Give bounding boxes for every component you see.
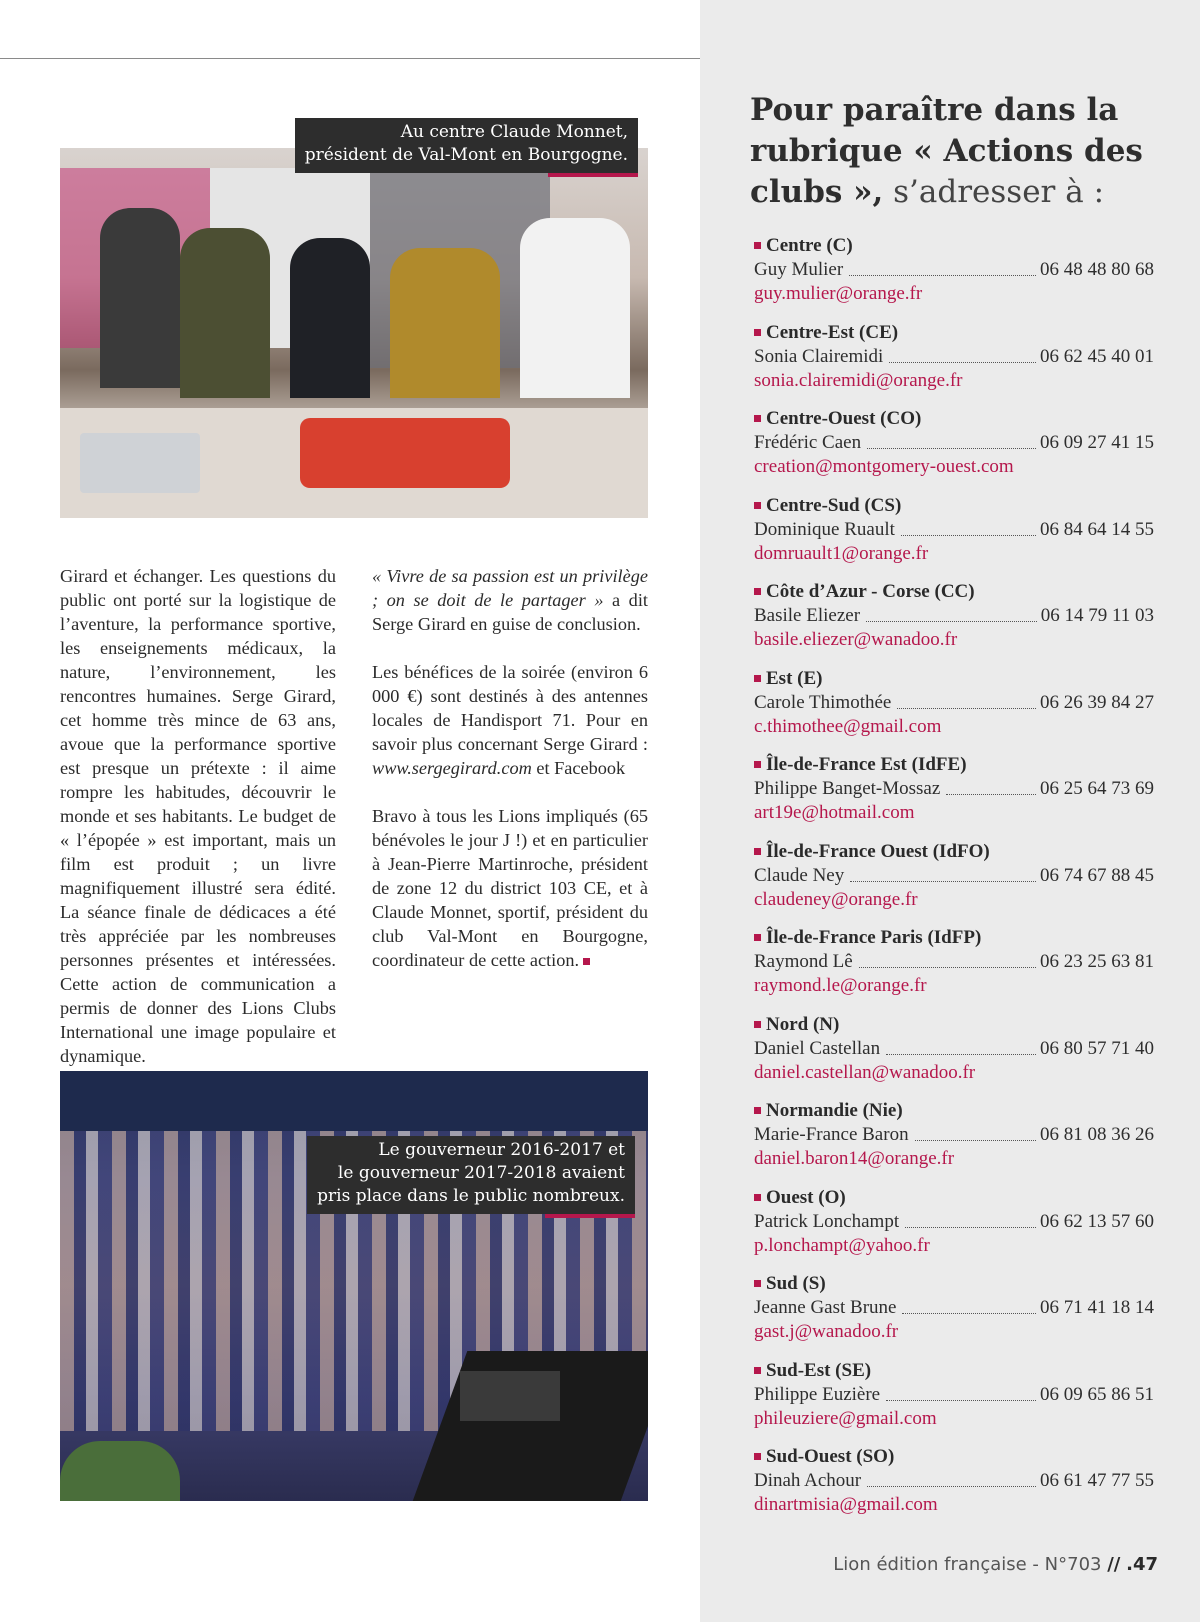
contact-phone[interactable]: 06 23 25 63 81 bbox=[1040, 951, 1154, 972]
region-label: Sud-Est (SE) bbox=[766, 1359, 872, 1381]
contact-line bbox=[754, 1383, 1154, 1407]
contact-entry bbox=[754, 926, 1154, 1013]
contact-email[interactable]: p.lonchampt@yahoo.fr bbox=[754, 1234, 930, 1256]
contact-name: Dinah Achour bbox=[754, 1470, 862, 1491]
dot-leader bbox=[889, 361, 1036, 363]
contact-phone[interactable]: 06 09 27 41 15 bbox=[1040, 432, 1154, 453]
contact-region bbox=[754, 407, 1154, 431]
sidebar-title-light: s’adresser à : bbox=[893, 174, 1105, 210]
contact-phone[interactable]: 06 71 41 18 14 bbox=[1040, 1297, 1154, 1318]
dot-leader bbox=[886, 1399, 1036, 1401]
contact-region bbox=[754, 1186, 1154, 1210]
contact-email[interactable]: daniel.castellan@wanadoo.fr bbox=[754, 1061, 976, 1083]
contact-entry bbox=[754, 1359, 1154, 1446]
contact-name: Dominique Ruault bbox=[754, 518, 895, 540]
bullet-square-icon bbox=[754, 1194, 761, 1201]
contact-email[interactable]: c.thimothee@gmail.com bbox=[754, 715, 942, 737]
region-label: Île-de-France Paris (IdFP) bbox=[766, 927, 982, 948]
dot-leader bbox=[897, 707, 1036, 709]
contact-entry bbox=[754, 580, 1154, 667]
contact-line bbox=[754, 258, 1154, 282]
contact-email[interactable]: phileuziere@gmail.com bbox=[754, 1407, 937, 1429]
dot-leader bbox=[905, 1226, 1036, 1228]
bullet-square-icon bbox=[754, 848, 761, 855]
contact-entry bbox=[754, 1445, 1154, 1532]
contacts-list bbox=[754, 234, 1154, 1532]
contact-entry bbox=[754, 1272, 1154, 1359]
bullet-square-icon bbox=[754, 502, 761, 509]
contact-name: Marie-France Baron bbox=[754, 1124, 909, 1145]
caption-line: Au centre Claude Monnet, bbox=[400, 122, 628, 142]
caption-accent-bar bbox=[545, 1214, 635, 1218]
contact-phone[interactable]: 06 25 64 73 69 bbox=[1040, 778, 1154, 799]
bullet-square-icon bbox=[754, 588, 761, 595]
region-label: Centre (C) bbox=[766, 235, 853, 256]
article-text: Bravo à tous les Lions impliqués (65 bénévoles le jour J !) et en particulier à Jean-Pierre Martinroche, président de zone 12 du district 103 CE, et à Claude Monnet, sportif, président du club Val-Mont en Bourgogne, coordinateur de cette action. bbox=[372, 806, 648, 970]
contact-name: Jeanne Gast Brune bbox=[754, 1297, 897, 1318]
footer-separator: // bbox=[1107, 1554, 1121, 1575]
caption-line: le gouverneur 2017-2018 avaient bbox=[337, 1163, 625, 1183]
contact-line bbox=[754, 950, 1154, 974]
contact-region bbox=[754, 926, 1154, 950]
contact-name: Patrick Lonchampt bbox=[754, 1210, 900, 1232]
contact-phone[interactable]: 06 81 08 36 26 bbox=[1040, 1124, 1154, 1145]
bullet-square-icon bbox=[754, 675, 761, 682]
contact-region bbox=[754, 234, 1154, 258]
contact-name: Daniel Castellan bbox=[754, 1037, 881, 1059]
top-rule bbox=[0, 58, 700, 59]
region-label: Côte d’Azur - Corse (CC) bbox=[766, 581, 975, 602]
event-photo-stage bbox=[60, 148, 648, 518]
contact-line bbox=[754, 1123, 1154, 1147]
publication-name: Lion édition française - N°703 bbox=[833, 1554, 1102, 1575]
contact-region bbox=[754, 753, 1154, 777]
contact-name: Raymond Lê bbox=[754, 951, 853, 972]
page-number: .47 bbox=[1126, 1554, 1158, 1575]
contact-entry bbox=[754, 494, 1154, 581]
region-label: Île-de-France Est (IdFE) bbox=[766, 754, 967, 775]
bullet-square-icon bbox=[754, 1021, 761, 1028]
website-link[interactable]: www.sergegirard.com bbox=[372, 758, 532, 778]
caption-line: président de Val-Mont en Bourgogne. bbox=[304, 145, 628, 165]
contact-entry bbox=[754, 1013, 1154, 1100]
article-paragraph: Girard et échanger. Les questions du public ont porté sur la logistique de l’aventure, la performance sportive, les enseignements médicaux, la nature, l’environnement, les rencontres humaines. Serge Girard, cet homme très mince de 63 ans, avoue que la performance sportive est presque un prétexte : il aime rompre les habitudes, découvrir le monde et ses habitants. Le budget de « l’épopée » est important, mais un film est produit ; un livre magnifiquement illustré sera édité. La séance finale de dédicaces a été très appréciée par les nombreuses personnes présentes et intéressées. Cette action de communication a permis de donner des Lions Clubs International une image populaire et dynamique. bbox=[60, 566, 336, 1066]
contact-name: Guy Mulier bbox=[754, 259, 844, 280]
contact-region bbox=[754, 667, 1154, 691]
dot-leader bbox=[902, 1312, 1036, 1314]
contact-email[interactable]: daniel.baron14@orange.fr bbox=[754, 1148, 955, 1169]
contact-email[interactable]: art19e@hotmail.com bbox=[754, 802, 915, 823]
contact-region bbox=[754, 1445, 1154, 1469]
contact-entry bbox=[754, 1099, 1154, 1186]
contact-email[interactable]: creation@montgomery-ouest.com bbox=[754, 456, 1014, 477]
article-text: et Facebook bbox=[531, 758, 626, 778]
contact-name: Claude Ney bbox=[754, 864, 845, 886]
contact-line bbox=[754, 1210, 1154, 1234]
contact-region bbox=[754, 1013, 1154, 1037]
bullet-square-icon bbox=[754, 934, 761, 941]
contact-phone[interactable]: 06 62 45 40 01 bbox=[1040, 345, 1154, 367]
contact-email[interactable]: sonia.clairemidi@orange.fr bbox=[754, 369, 963, 391]
region-label: Centre-Ouest (CO) bbox=[766, 408, 922, 429]
contact-region bbox=[754, 1359, 1154, 1383]
contact-name: Basile Eliezer bbox=[754, 605, 861, 626]
contact-email[interactable]: basile.eliezer@wanadoo.fr bbox=[754, 629, 958, 650]
dot-leader bbox=[849, 274, 1036, 276]
contact-line bbox=[754, 1037, 1154, 1061]
contact-region bbox=[754, 840, 1154, 864]
bullet-square-icon bbox=[754, 1280, 761, 1287]
bullet-square-icon bbox=[754, 761, 761, 768]
quote-attribution: a dit Serge Girard en guise de conclusion. bbox=[372, 590, 648, 634]
dot-leader bbox=[859, 966, 1036, 968]
dot-leader bbox=[850, 880, 1036, 882]
region-label: Nord (N) bbox=[766, 1013, 840, 1035]
contact-line bbox=[754, 691, 1154, 715]
region-label: Île-de-France Ouest (IdFO) bbox=[766, 840, 990, 862]
dot-leader bbox=[886, 1053, 1036, 1055]
photo-caption-bottom bbox=[307, 1136, 635, 1214]
bullet-square-icon bbox=[754, 1453, 761, 1460]
contact-entry bbox=[754, 1186, 1154, 1273]
contact-email[interactable]: gast.j@wanadoo.fr bbox=[754, 1321, 899, 1342]
contact-phone[interactable]: 06 14 79 11 03 bbox=[1040, 605, 1154, 626]
contact-line bbox=[754, 431, 1154, 455]
bullet-square-icon bbox=[754, 242, 761, 249]
contact-line bbox=[754, 1296, 1154, 1320]
bullet-square-icon bbox=[754, 329, 761, 336]
contact-phone[interactable]: 06 48 48 80 68 bbox=[1040, 259, 1154, 280]
contact-email[interactable]: guy.mulier@orange.fr bbox=[754, 283, 923, 304]
page-footer bbox=[833, 1554, 1158, 1575]
region-label: Normandie (Nie) bbox=[766, 1100, 903, 1121]
contact-email[interactable]: claudeney@orange.fr bbox=[754, 888, 918, 910]
region-label: Centre-Est (CE) bbox=[766, 321, 899, 343]
dot-leader bbox=[866, 620, 1037, 622]
region-label: Centre-Sud (CS) bbox=[766, 494, 902, 516]
contact-line bbox=[754, 864, 1154, 888]
caption-accent-bar bbox=[548, 173, 638, 177]
contact-line bbox=[754, 345, 1154, 369]
contact-name: Frédéric Caen bbox=[754, 432, 862, 453]
contact-line bbox=[754, 518, 1154, 542]
contact-entry bbox=[754, 234, 1154, 321]
article-paragraph bbox=[372, 660, 648, 780]
region-label: Est (E) bbox=[766, 667, 823, 689]
dot-leader bbox=[867, 447, 1036, 449]
contact-email[interactable]: dinartmisia@gmail.com bbox=[754, 1494, 938, 1515]
contact-phone[interactable]: 06 26 39 84 27 bbox=[1040, 691, 1154, 713]
article-column-2 bbox=[372, 564, 648, 996]
contact-region bbox=[754, 1272, 1154, 1296]
contact-region bbox=[754, 321, 1154, 345]
sidebar-title-bold: Pour paraître dans la rubrique « Actions des clubs », bbox=[750, 92, 1143, 210]
contact-entry bbox=[754, 321, 1154, 408]
contact-name: Philippe Banget-Mossaz bbox=[754, 778, 941, 799]
contact-line bbox=[754, 1469, 1154, 1493]
contact-email[interactable]: domruault1@orange.fr bbox=[754, 542, 929, 564]
sidebar-title bbox=[750, 90, 1170, 213]
contact-name: Sonia Clairemidi bbox=[754, 345, 884, 367]
bullet-square-icon bbox=[754, 1367, 761, 1374]
contact-name: Carole Thimothée bbox=[754, 691, 892, 713]
region-label: Ouest (O) bbox=[766, 1186, 846, 1208]
contact-name: Philippe Euzière bbox=[754, 1383, 881, 1405]
contact-phone[interactable]: 06 09 65 86 51 bbox=[1040, 1383, 1154, 1405]
contact-phone[interactable]: 06 74 67 88 45 bbox=[1040, 864, 1154, 886]
article-text: Les bénéfices de la soirée (environ 6 000 €) sont destinés à des antennes locales de Handisport 71. Pour en savoir plus concernant Serge Girard : bbox=[372, 662, 648, 754]
dot-leader bbox=[901, 534, 1036, 536]
contact-email[interactable]: raymond.le@orange.fr bbox=[754, 975, 927, 996]
contact-region bbox=[754, 1099, 1154, 1123]
article-paragraph bbox=[372, 804, 648, 972]
contact-entry bbox=[754, 667, 1154, 754]
article-paragraph bbox=[372, 564, 648, 636]
article-column-1 bbox=[60, 564, 336, 1092]
contact-entry bbox=[754, 753, 1154, 840]
contact-phone[interactable]: 06 62 13 57 60 bbox=[1040, 1210, 1154, 1232]
region-label: Sud-Ouest (SO) bbox=[766, 1446, 895, 1467]
contact-entry bbox=[754, 407, 1154, 494]
end-mark-icon bbox=[583, 958, 590, 965]
contact-region bbox=[754, 494, 1154, 518]
dot-leader bbox=[867, 1485, 1036, 1487]
contact-line bbox=[754, 604, 1154, 628]
bullet-square-icon bbox=[754, 415, 761, 422]
contact-phone[interactable]: 06 84 64 14 55 bbox=[1040, 518, 1154, 540]
contact-line bbox=[754, 777, 1154, 801]
contact-phone[interactable]: 06 61 47 77 55 bbox=[1040, 1470, 1154, 1491]
contact-region bbox=[754, 580, 1154, 604]
bullet-square-icon bbox=[754, 1107, 761, 1114]
photo-caption-top bbox=[295, 118, 638, 173]
caption-line: Le gouverneur 2016-2017 et bbox=[378, 1140, 625, 1160]
dot-leader bbox=[915, 1139, 1036, 1141]
contact-phone[interactable]: 06 80 57 71 40 bbox=[1040, 1037, 1154, 1059]
region-label: Sud (S) bbox=[766, 1273, 826, 1294]
caption-line: pris place dans le public nombreux. bbox=[317, 1186, 625, 1206]
quote: « Vivre de sa passion est un privilège ; on se doit de le partager » bbox=[372, 566, 648, 610]
contact-entry bbox=[754, 840, 1154, 927]
dot-leader bbox=[946, 793, 1036, 795]
